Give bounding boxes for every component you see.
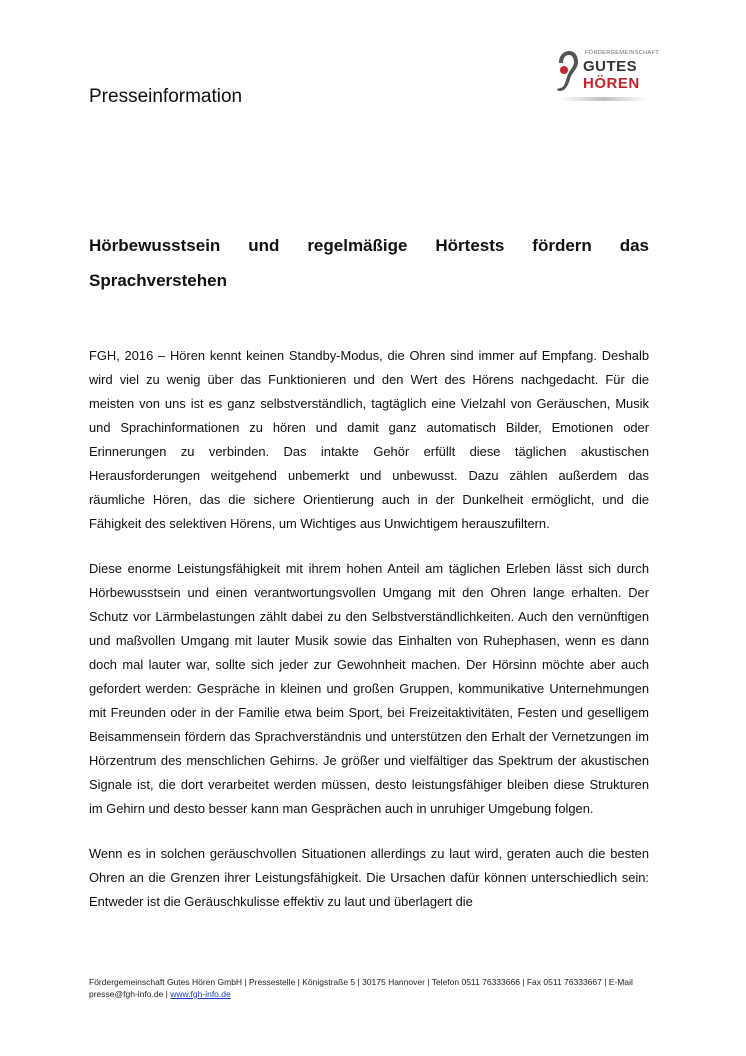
logo-shadow (559, 97, 647, 101)
paragraph-1: FGH, 2016 – Hören kennt keinen Standby-Modus, die Ohren sind immer auf Empfang. Deshalb wird viel zu wenig über das Funktionieren und den Wert des Hörens nachgedacht. Für die meisten von uns ist es ganz selbstverständlich, tagtäglich eine Vielzahl von Geräuschen, Musik und Sprachinformationen zu hören und damit ganz automatisch Bilder, Emotionen oder Erinnerungen zu verbinden. Das intakte Gehör erfüllt diese täglichen akustischen Herausforderungen weitgehend unbemerkt und unbewusst. Dazu zählen außerdem das räumliche Hören, das die sichere Orientierung auch in der Dunkelheit ermöglicht, und die Fähigkeit des selektiven Hörens, um Wichtiges aus Unwichtigem herauszufiltern. (89, 348, 649, 531)
logo-word-gutes: GUTES (583, 58, 638, 75)
footer (89, 976, 649, 1000)
article-headline: Hörbewusstsein und regelmäßige Hörtests fördern das Sprachverstehen (89, 236, 649, 290)
logo-word-hoeren: HÖREN (583, 75, 640, 92)
footer-contact-text: Fördergemeinschaft Gutes Hören GmbH | Pressestelle | Königstraße 5 | 30175 Hannover | Telefon 0511 76333666 | Fax 0511 76333667 | E-Mail presse@fgh-info.de | (89, 977, 633, 999)
paragraph-2: Diese enorme Leistungsfähigkeit mit ihrem hohen Anteil am täglichen Erleben lässt sich durch Hörbewusstsein und einen verantwortungsvollen Umgang mit den Ohren lange erhalten. Der Schutz vor Lärmbelastungen zählt dabei zu den Selbstverständlichkeiten. Auch den vernünftigen und maßvollen Umgang mit lauter Musik sowie das Einhalten von Ruhephasen, wenn es dann doch mal lauter war, sollte sich jeder zur Gewohnheit machen. Der Hörsinn möchte aber auch gefordert werden: Gespräche in kleinen und großen Gruppen, kommunikative Unternehmungen mit Freunden oder in der Familie etwa beim Sport, bei Freizeitaktivitäten, Festen und geselligem Beisammensein fördern das Sprachverständnis und unterstützen den Erhalt der Vernetzungen im Hörzentrum des menschlichen Gehirns. Je größer und vielfältiger das Spektrum der akustischen Signale ist, die dort verarbeitet werden müssen, desto leistungsfähiger bleiben diese Strukturen im Gehirn und desto besser kann man Gesprächen auch in unruhiger Umgebung folgen. (89, 561, 649, 816)
ear-icon (555, 49, 579, 93)
logo-organization: FÖRDERGEMEINSCHAFT (585, 50, 660, 56)
paragraph-3: Wenn es in solchen geräuschvollen Situationen allerdings zu laut wird, geraten auch die besten Ohren an die Grenzen ihrer Leistungsfähigkeit. Die Ursachen dafür können unterschiedlich sein: Entweder ist die Geräuschkulisse effektiv zu laut und überlagert die (89, 846, 649, 909)
gutes-hoeren-logo (553, 47, 660, 103)
page-title: Presseinformation (89, 86, 243, 107)
footer-website-link[interactable]: www.fgh-info.de (170, 989, 231, 999)
article-body (89, 344, 649, 935)
